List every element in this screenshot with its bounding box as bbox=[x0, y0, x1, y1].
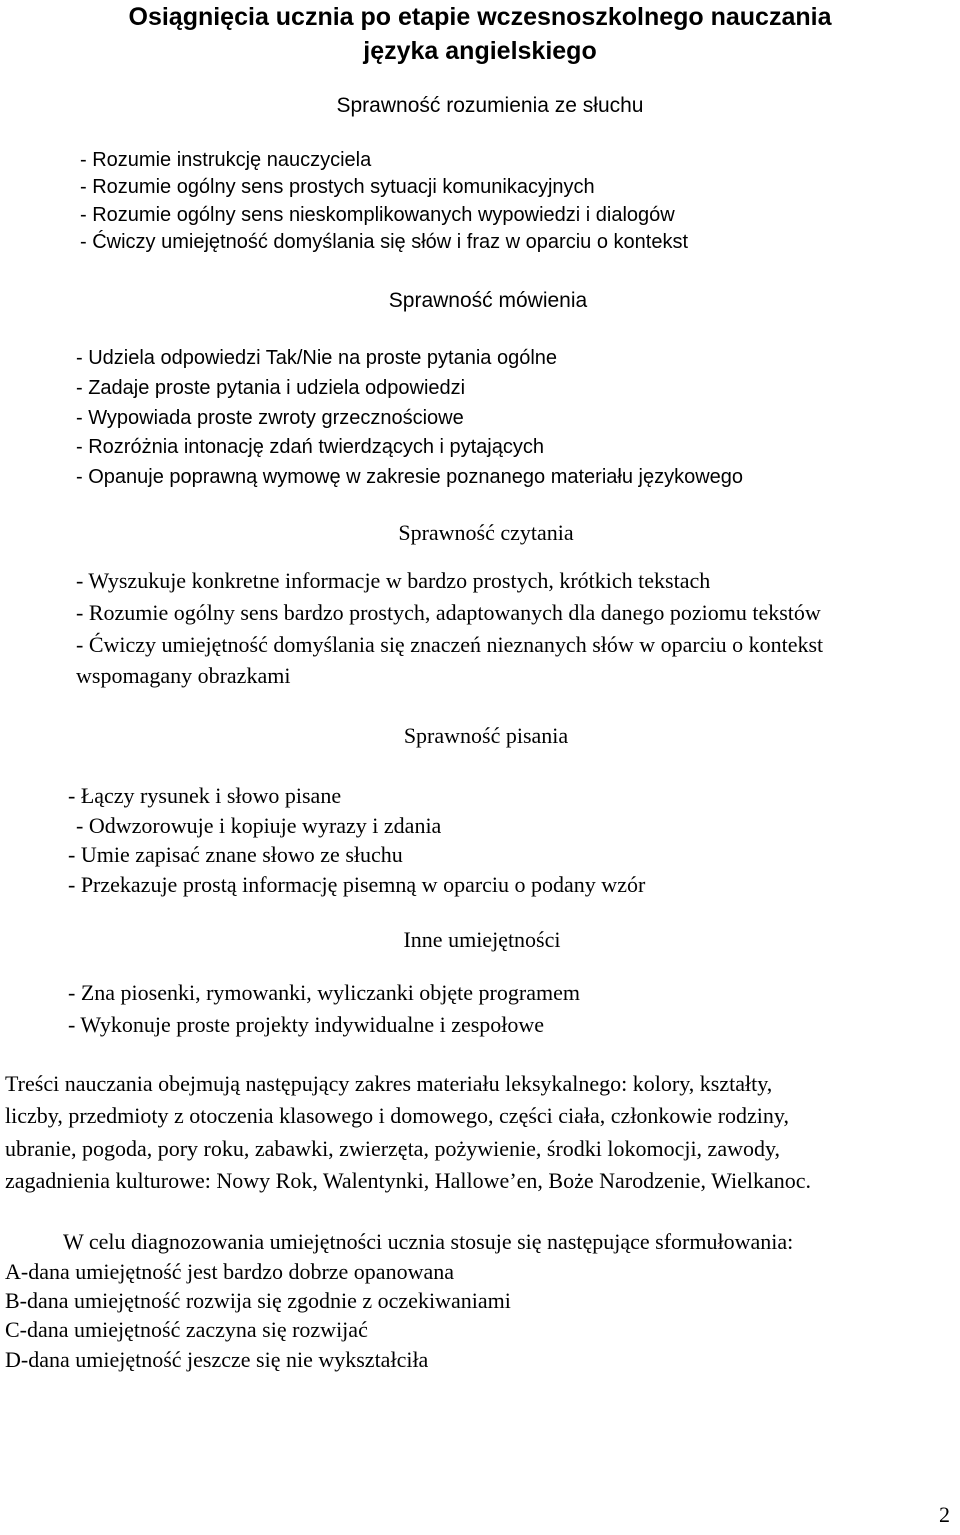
grade-item: A-dana umiejętność jest bardzo dobrze opanowana bbox=[5, 1259, 454, 1284]
list-item: - Wypowiada proste zwroty grzecznościowe bbox=[76, 406, 464, 429]
grade-item: B-dana umiejętność rozwija się zgodnie z oczekiwaniami bbox=[5, 1288, 511, 1314]
list-item: - Wykonuje proste projekty indywidualne i zespołowe bbox=[68, 1011, 545, 1037]
section-heading-writing: Sprawność pisania bbox=[403, 723, 569, 748]
grade-item: D-dana umiejętność jeszcze się nie wykształciła bbox=[5, 1346, 429, 1372]
list-item: - Zna piosenki, rymowanki, wyliczanki objęte programem bbox=[68, 980, 580, 1005]
page-number: 2 bbox=[939, 1502, 950, 1527]
grades-list bbox=[5, 1257, 511, 1374]
paragraph-line: ubranie, pogoda, pory roku, zabawki, zwierzęta, pożywienie, środki lokomocji, zawody, bbox=[5, 1135, 781, 1161]
list-item: - Ćwiczy umiejętność domyślania się słów i fraz w oparciu o kontekst bbox=[80, 230, 688, 253]
diagnosis-intro: W celu diagnozowania umiejętności ucznia stosuje się następujące sformułowania: bbox=[63, 1229, 794, 1254]
list-item: - Wyszukuje konkretne informacje w bardzo prostych, krótkich tekstach bbox=[76, 568, 711, 593]
title-line-1: Osiągnięcia ucznia po etapie wczesnoszkolnego nauczania bbox=[128, 3, 832, 31]
writing-skills-list bbox=[68, 781, 645, 899]
list-item: - Przekazuje prostą informację pisemną w oparciu o podany wzór bbox=[68, 871, 646, 897]
list-item: - Rozumie instrukcję nauczyciela bbox=[80, 149, 372, 171]
paragraph-line: Treści nauczania obejmują następujący zakres materiału leksykalnego: kolory, kształty, bbox=[5, 1071, 773, 1096]
grade-item: C-dana umiejętność zaczyna się rozwijać bbox=[5, 1317, 368, 1343]
list-item: - Udziela odpowiedzi Tak/Nie na proste pytania ogólne bbox=[76, 347, 558, 369]
paragraph-line: zagadnienia kulturowe: Nowy Rok, Walentynki, Hallowe’en, Boże Narodzenie, Wielkanoc. bbox=[5, 1167, 811, 1193]
list-item: - Ćwiczy umiejętność domyślania się znaczeń nieznanych słów w oparciu o kontekst bbox=[76, 631, 824, 657]
section-heading-other: Inne umiejętności bbox=[403, 927, 561, 952]
section-heading-listening: Sprawność rozumienia ze słuchu bbox=[336, 94, 644, 117]
list-item: - Rozumie ogólny sens prostych sytuacji komunikacyjnych bbox=[80, 176, 595, 199]
list-item: - Opanuje poprawną wymowę w zakresie poznanego materiału językowego bbox=[76, 466, 744, 489]
list-item: - Rozróżnia intonację zdań twierdzących i pytających bbox=[76, 436, 544, 459]
list-item: - Rozumie ogólny sens nieskomplikowanych wypowiedzi i dialogów bbox=[80, 203, 675, 226]
document-title bbox=[0, 0, 960, 68]
listening-skills-list bbox=[80, 147, 688, 256]
speaking-skills-list bbox=[76, 344, 743, 493]
list-item: - Umie zapisać znane słowo ze słuchu bbox=[68, 842, 403, 867]
section-heading-speaking: Sprawność mówienia bbox=[388, 289, 588, 312]
list-item: - Odwzorowuje i kopiuje wyrazy i zdania bbox=[76, 812, 442, 838]
other-skills-list bbox=[68, 977, 580, 1040]
reading-skills-list bbox=[76, 565, 823, 692]
title-line-2: języka angielskiego bbox=[363, 37, 597, 65]
section-heading-reading: Sprawność czytania bbox=[398, 520, 574, 545]
list-item: - Rozumie ogólny sens bardzo prostych, adaptowanych dla danego poziomu tekstów bbox=[76, 599, 821, 625]
paragraph-line: liczby, przedmioty z otoczenia klasowego i domowego, części ciała, członkowie rodziny, bbox=[5, 1103, 789, 1129]
list-item: - Łączy rysunek i słowo pisane bbox=[68, 783, 342, 808]
content-paragraph bbox=[5, 1068, 811, 1197]
list-item: - Zadaje proste pytania i udziela odpowiedzi bbox=[76, 376, 466, 399]
list-item: wspomagany obrazkami bbox=[76, 663, 291, 689]
